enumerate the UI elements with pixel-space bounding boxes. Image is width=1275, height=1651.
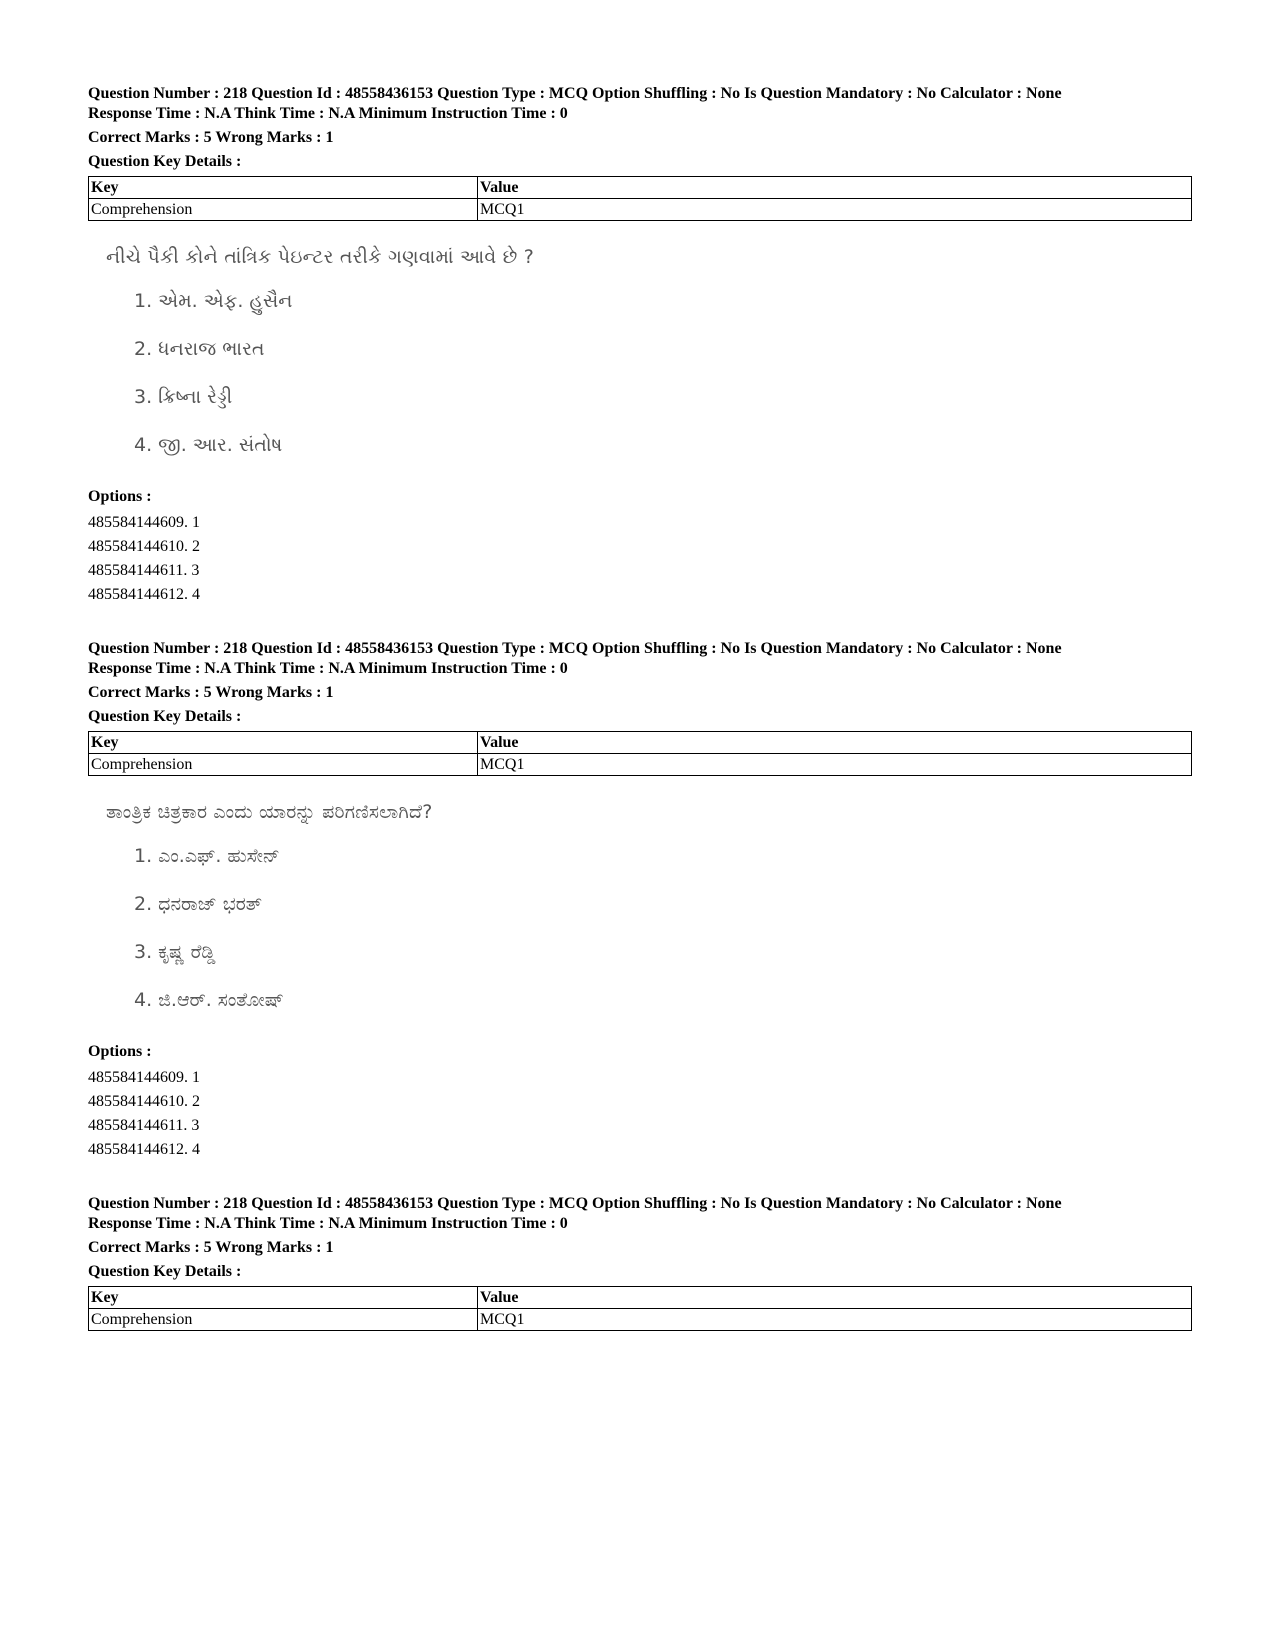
question-choice: 4. જી. આર. સંતોષ [134,434,283,456]
option-item: 485584144611. 3 [88,1117,200,1134]
option-item: 485584144610. 2 [88,538,200,555]
table-header-key: Key [89,1287,478,1309]
table-header-key: Key [89,177,478,199]
options-list [88,1066,1192,1162]
options-list [88,511,1192,607]
option-item: 485584144612. 4 [88,1141,200,1158]
question-meta: Question Number : 218 Question Id : 48558436153 Question Type : MCQ Option Shuffling : No Is Question Mandatory : No Calculator : None Response Time : N.A Think Time : N.A Minimum Instruction Time : 0 [88,1195,1062,1232]
option-item: 485584144609. 1 [88,514,200,531]
marks-line: Correct Marks : 5 Wrong Marks : 1 [88,129,334,146]
table-cell-value: MCQ1 [478,199,1192,221]
question-text: ತಾಂತ್ರಿಕ ಚಿತ್ರಕಾರ ಎಂದು ಯಾರನ್ನು ಪರಿಗಣಿಸಲಾಗಿದೆ? [106,801,433,823]
marks-line: Correct Marks : 5 Wrong Marks : 1 [88,1239,334,1256]
options-heading: Options : [88,1043,152,1060]
question-choice: 3. ಕೃಷ್ಣ ರೆಡ್ಡಿ [134,941,216,963]
key-details-table [88,1286,1192,1331]
option-item: 485584144611. 3 [88,562,200,579]
question-choice: 2. ಧನರಾಜ್ ಭರತ್ [134,893,262,915]
question-block-3 [88,1194,1192,1331]
question-meta: Question Number : 218 Question Id : 48558436153 Question Type : MCQ Option Shuffling : No Is Question Mandatory : No Calculator : None Response Time : N.A Think Time : N.A Minimum Instruction Time : 0 [88,85,1062,122]
question-text: નીચે પૈકી કોને તાંત્રિક પેઇન્ટર તરીકે ગણવામાં આવે છે ? [106,246,535,268]
key-details-heading: Question Key Details : [88,708,242,725]
table-header-row [89,1287,1192,1309]
key-details-table [88,731,1192,776]
table-cell-key: Comprehension [89,199,478,221]
table-header-row [89,732,1192,754]
question-meta: Question Number : 218 Question Id : 48558436153 Question Type : MCQ Option Shuffling : No Is Question Mandatory : No Calculator : None Response Time : N.A Think Time : N.A Minimum Instruction Time : 0 [88,640,1062,677]
option-item: 485584144609. 1 [88,1069,200,1086]
table-cell-key: Comprehension [89,754,478,776]
table-row [89,754,1192,776]
question-image [106,243,1192,479]
key-details-table [88,176,1192,221]
question-image [106,798,1192,1034]
option-item: 485584144610. 2 [88,1093,200,1110]
table-row [89,199,1192,221]
option-item: 485584144612. 4 [88,586,200,603]
key-details-heading: Question Key Details : [88,1263,242,1280]
key-details-heading: Question Key Details : [88,153,242,170]
question-choice: 4. ಜಿ.ಆರ್. ಸಂತೋಷ್ [134,989,284,1011]
table-header-key: Key [89,732,478,754]
table-row [89,1309,1192,1331]
options-heading: Options : [88,488,152,505]
table-header-row [89,177,1192,199]
table-header-value: Value [478,177,1192,199]
table-header-value: Value [478,1287,1192,1309]
table-cell-value: MCQ1 [478,754,1192,776]
table-cell-value: MCQ1 [478,1309,1192,1331]
table-header-value: Value [478,732,1192,754]
document-page [88,84,1192,1331]
question-choices [134,287,1192,479]
question-block-2 [88,639,1192,1162]
question-choice: 3. ક્રિષ્ના રેડ્ડી [134,386,233,408]
marks-line: Correct Marks : 5 Wrong Marks : 1 [88,684,334,701]
question-choice: 1. ಎಂ.ಎಫ್. ಹುಸೇನ್ [134,845,280,867]
table-cell-key: Comprehension [89,1309,478,1331]
question-choice: 1. એમ. એફ. હુસૈન [134,290,293,312]
question-choice: 2. ધનરાજ ભારત [134,338,265,360]
question-choices [134,842,1192,1034]
question-block-1 [88,84,1192,607]
